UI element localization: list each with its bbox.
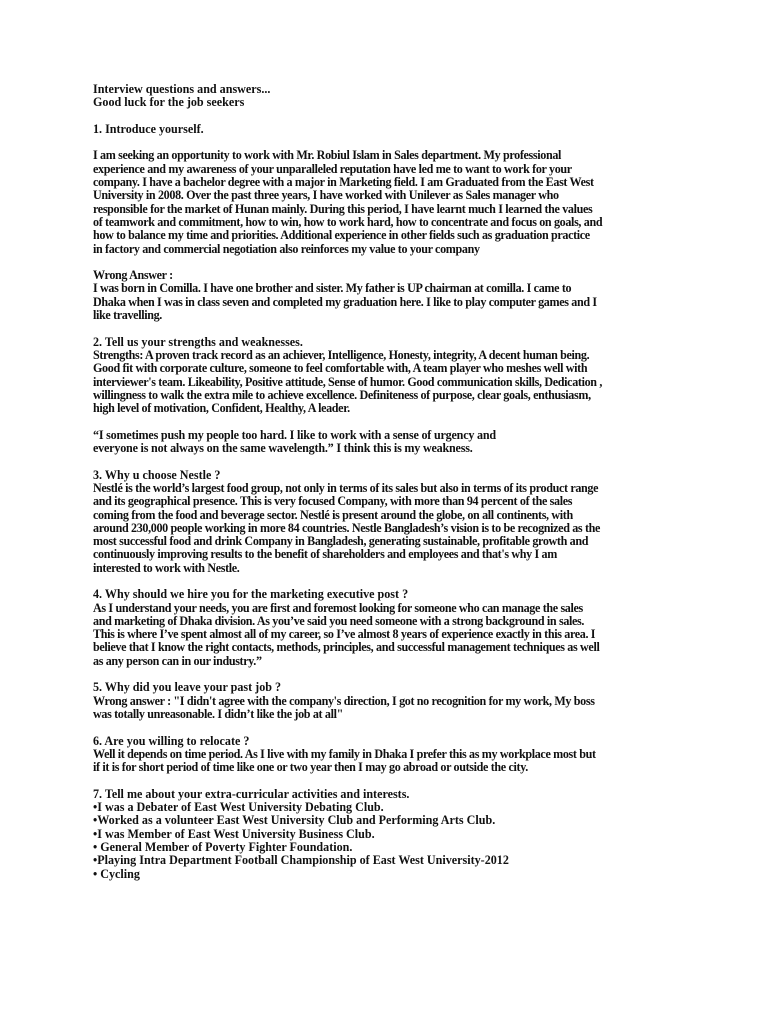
section-why-nestle — [93, 469, 698, 575]
text-line: continuously improving results to the benefit of shareholders and employees and that's why I am — [93, 547, 557, 562]
text-line: Wrong Answer : — [93, 268, 173, 283]
text-line: experience and my awareness of your unparalleled reputation have led me to want to work for your — [93, 161, 572, 176]
answer-paragraph — [93, 349, 698, 415]
text-line: most successful food and drink Company in Bangladesh, generating sustainable, profitable growth and — [93, 534, 589, 549]
question-heading: 2. Tell us your strengths and weaknesses. — [93, 334, 303, 349]
text-line: This is where I’ve spent almost all of my career, so I’ve almost 8 years of experience exactly in this area. I — [93, 627, 596, 642]
section-extra-curricular — [93, 788, 698, 881]
text-line: willingness to walk the extra mile to achieve excellence. Definiteness of purpose, clear goals, enthusiasm, — [93, 387, 591, 402]
weakness-quote — [93, 429, 698, 456]
list-item: •I was a Debater of East West University Debating Club. — [93, 800, 384, 815]
section-why-hire-you — [93, 588, 698, 668]
section-introduce-yourself — [93, 123, 698, 322]
list-item: •I was Member of East West University Business Club. — [93, 826, 375, 841]
text-line: Strengths: A proven track record as an achiever, Intelligence, Honesty, integrity, A decent human being. — [93, 347, 590, 362]
question-heading: 1. Introduce yourself. — [93, 121, 204, 136]
text-line: in factory and commercial negotiation also reinforces my value to your company — [93, 241, 480, 256]
text-line: coming from the food and beverage sector. Nestlé is present around the globe, on all continents, with — [93, 507, 573, 522]
list-item: • Cycling — [93, 866, 140, 881]
answer-paragraph — [93, 695, 698, 722]
question-heading: 3. Why u choose Nestle ? — [93, 467, 221, 482]
header-line: Interview questions and answers... — [93, 82, 271, 96]
text-line: interested to work with Nestle. — [93, 560, 240, 575]
text-line: responsible for the market of Hunan mainly. During this period, I have learnt much I learned the values — [93, 201, 593, 216]
answer-paragraph — [93, 748, 698, 775]
section-leave-past-job — [93, 681, 698, 721]
text-line: everyone is not always on the same wavelength.” I think this is my weakness. — [93, 441, 473, 456]
text-line: believe that I know the right contacts, methods, principles, and successful management techniques as well — [93, 640, 600, 655]
text-line: interviewer's team. Likeability, Positive attitude, Sense of humor. Good communication skills, Dedication , — [93, 374, 602, 389]
text-line: company. I have a bachelor degree with a major in Marketing field. I am Graduated from the East West — [93, 175, 594, 190]
list-item: • General Member of Poverty Fighter Foundation. — [93, 839, 353, 854]
text-line: Dhaka when I was in class seven and completed my graduation here. I like to play computer games and I — [93, 294, 597, 309]
answer-paragraph — [93, 482, 698, 575]
question-heading: 4. Why should we hire you for the marketing executive post ? — [93, 587, 409, 602]
text-line: and its geographical presence. This is very focused Company, with more than 94 percent of the sales — [93, 494, 573, 509]
wrong-answer-paragraph — [93, 269, 698, 322]
header-line: Good luck for the job seekers — [93, 95, 245, 110]
question-heading: 7. Tell me about your extra-curricular activities and interests. — [93, 786, 410, 801]
text-line: was totally unreasonable. I didn’t like the job at all" — [93, 706, 343, 721]
text-line: As I understand your needs, you are first and foremost looking for someone who can manage the sales — [93, 600, 583, 615]
list-item: •Worked as a volunteer East West University Club and Performing Arts Club. — [93, 813, 496, 828]
answer-paragraph — [93, 149, 698, 255]
text-line: around 230,000 people working in more 84 countries. Nestle Bangladesh’s vision is to be recognized as the — [93, 520, 601, 535]
text-line: how to balance my time and priorities. Additional experience in other fields such as graduation practice — [93, 228, 590, 243]
activities-list — [93, 801, 698, 881]
text-line: of teamwork and commitment, how to win, how to work hard, how to concentrate and focus on goals, and — [93, 214, 603, 229]
document-header — [93, 83, 698, 110]
question-heading: 6. Are you willing to relocate ? — [93, 733, 250, 748]
text-line: and marketing of Dhaka division. As you’ve said you need someone with a strong background in sales. — [93, 613, 585, 628]
question-heading: 5. Why did you leave your past job ? — [93, 680, 282, 695]
text-line: University in 2008. Over the past three years, I have worked with Unilever as Sales manager who — [93, 188, 559, 203]
section-strengths-weaknesses — [93, 336, 698, 456]
text-line: high level of motivation, Confident, Healthy, A leader. — [93, 401, 350, 416]
text-line: Good fit with corporate culture, someone to feel comfortable with, A team player who meshes well with — [93, 361, 588, 376]
text-line: as any person can in our industry.” — [93, 653, 262, 668]
text-line: Nestlé is the world’s largest food group, not only in terms of its sales but also in terms of its product range — [93, 480, 599, 495]
text-line: Well it depends on time period. As I live with my family in Dhaka I prefer this as my workplace most but — [93, 746, 596, 761]
text-line: I was born in Comilla. I have one brother and sister. My father is UP chairman at comilla. I came to — [93, 281, 572, 296]
text-line: “I sometimes push my people too hard. I like to work with a sense of urgency and — [93, 427, 496, 442]
list-item: •Playing Intra Department Football Championship of East West University-2012 — [93, 853, 509, 868]
text-line: I am seeking an opportunity to work with Mr. Robiul Islam in Sales department. My professional — [93, 148, 562, 163]
text-line: like travelling. — [93, 308, 162, 323]
text-line: Wrong answer : "I didn't agree with the company's direction, I got no recognition for my work, My boss — [93, 693, 595, 708]
section-relocate — [93, 735, 698, 775]
text-line: if it is for short period of time like one or two year then I may go abroad or outside the city. — [93, 760, 528, 775]
answer-paragraph — [93, 602, 698, 668]
